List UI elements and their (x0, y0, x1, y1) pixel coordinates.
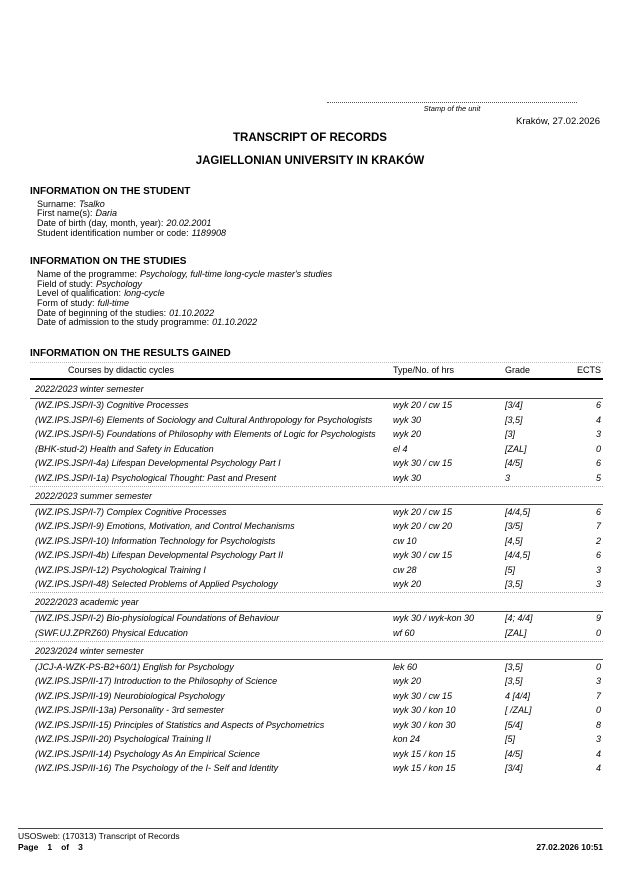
field-label: Surname: (37, 198, 77, 209)
course-name: (WZ.IPS.JSP/I-5) Foundations of Philosophy with Elements of Logic for Psychologists (35, 429, 376, 440)
field-label: Date of beginning of the studies: (37, 307, 167, 318)
course-grade: [4/5] (505, 748, 523, 759)
course-hours: wyk 30 / kon 30 (393, 719, 456, 730)
of-label: of (61, 842, 70, 852)
course-hours: wyk 30 / wyk-kon 30 (393, 613, 475, 624)
course-ects: 7 (595, 690, 601, 701)
course-name: (WZ.IPS.JSP/II-14) Psychology As An Empirical Science (35, 748, 260, 759)
course-grade: [4; 4/4] (505, 613, 533, 624)
results-table (30, 362, 603, 777)
didactic-cycle-group (30, 592, 603, 641)
course-name: (WZ.IPS.JSP/I-3) Cognitive Processes (35, 400, 189, 411)
course-ects: 7 (595, 521, 601, 532)
course-row (30, 563, 603, 578)
course-grade: 3 (505, 472, 511, 483)
column-header-courses: Courses by didactic cycles (68, 364, 175, 375)
page-number: 1 (47, 842, 53, 852)
course-row (30, 428, 603, 443)
info-field (37, 229, 603, 239)
course-ects: 3 (595, 676, 601, 687)
course-ects: 4 (595, 763, 601, 774)
course-grade: [5] (505, 734, 516, 745)
course-ects: 2 (595, 535, 601, 546)
studies-section-heading: INFORMATION ON THE STUDIES (30, 256, 187, 268)
field-value: full-time (97, 297, 130, 308)
student-info-section (30, 187, 603, 238)
field-label: Field of study: (37, 278, 94, 289)
course-grade: [4/4,5] (505, 506, 531, 517)
course-name: (WZ.IPS.JSP/II-19) Neurobiological Psychology (35, 690, 225, 701)
course-ects: 6 (595, 506, 601, 517)
course-name: (WZ.IPS.JSP/II-17) Introduction to the Philosophy of Science (35, 676, 278, 687)
course-hours: wyk 20 (393, 676, 422, 687)
course-hours: wyk 20 (393, 579, 422, 590)
course-ects: 9 (595, 613, 601, 624)
course-hours: wyk 20 (393, 429, 422, 440)
course-row (30, 747, 603, 762)
course-ects: 6 (595, 400, 601, 411)
footer-datetime: 27.02.2026 10:51 (536, 842, 603, 852)
course-hours: wf 60 (393, 627, 415, 638)
column-header-grade: Grade (505, 364, 531, 375)
course-grade: [5] (505, 564, 516, 575)
course-grade: [3,5] (505, 661, 523, 672)
cycle-header-row (30, 592, 603, 612)
course-row (30, 689, 603, 704)
course-grade: [3,5] (505, 676, 523, 687)
course-ects: 3 (595, 734, 601, 745)
student-section-heading: INFORMATION ON THE STUDENT (30, 186, 191, 197)
course-ects: 5 (595, 472, 601, 483)
course-grade: 4 [4/4] (505, 690, 531, 701)
field-value: Psychology (96, 278, 143, 289)
stamp-area (327, 102, 577, 113)
course-name: (WZ.IPS.JSP/II-20) Psychological Training II (35, 734, 211, 745)
course-row (30, 413, 603, 428)
course-name: (WZ.IPS.JSP/I-10) Information Technology for Psychologists (35, 535, 276, 546)
course-hours: wyk 30 (393, 472, 422, 483)
cycle-header-row (30, 486, 603, 506)
course-name: (WZ.IPS.JSP/I-2) Bio-physiological Foundations of Behaviour (35, 613, 280, 624)
place-date: Kraków, 27.02.2026 (516, 116, 600, 127)
column-header-hours: Type/No. of hrs (393, 364, 455, 375)
course-row (30, 675, 603, 690)
cycle-rows (30, 399, 603, 486)
course-row (30, 505, 603, 520)
course-row (30, 612, 603, 627)
cycle-label: 2022/2023 winter semester (35, 384, 144, 395)
course-hours: kon 24 (393, 734, 421, 745)
field-value: 20.02.2001 (166, 217, 212, 228)
course-hours: lek 60 (393, 661, 418, 672)
course-name: (WZ.IPS.JSP/I-9) Emotions, Motivation, and Control Mechanisms (35, 521, 295, 532)
course-ects: 3 (595, 579, 601, 590)
course-ects: 0 (595, 627, 601, 638)
course-hours: wyk 30 (393, 414, 422, 425)
info-field (37, 200, 603, 210)
course-name: (WZ.IPS.JSP/I-4a) Lifespan Developmental Psychology Part I (35, 458, 281, 469)
info-field (37, 280, 603, 290)
cycle-label: 2022/2023 summer semester (35, 490, 153, 501)
course-row (30, 549, 603, 564)
column-header-ects: ECTS (576, 364, 601, 375)
course-ects: 0 (595, 661, 601, 672)
cycle-rows (30, 660, 603, 776)
field-value: 01.10.2022 (169, 307, 215, 318)
student-fields (37, 200, 603, 239)
course-hours: wyk 30 / cw 15 (393, 550, 453, 561)
course-grade: [ZAL] (505, 627, 527, 638)
cycle-label: 2023/2024 winter semester (35, 645, 144, 656)
course-ects: 6 (595, 550, 601, 561)
course-grade: [ZAL] (505, 443, 527, 454)
results-section (30, 349, 603, 776)
course-name: (WZ.IPS.JSP/II-16) The Psychology of the I- Self and Identity (35, 763, 279, 774)
course-row (30, 471, 603, 486)
course-row (30, 399, 603, 414)
course-hours: cw 10 (393, 535, 417, 546)
course-ects: 8 (595, 719, 601, 730)
course-row (30, 718, 603, 733)
course-name: (WZ.IPS.JSP/I-1a) Psychological Thought: Past and Present (35, 472, 277, 483)
cycle-rows (30, 505, 603, 592)
course-ects: 3 (595, 564, 601, 575)
course-name: (WZ.IPS.JSP/I-12) Psychological Training I (35, 564, 206, 575)
field-value: Tsalko (79, 198, 105, 209)
studies-info-section (30, 257, 603, 328)
course-ects: 0 (595, 443, 601, 454)
course-name: (JCJ-A-WZK-PS-B2+60/1) English for Psychology (35, 661, 234, 672)
course-hours: wyk 30 / cw 15 (393, 458, 453, 469)
course-grade: [3] (505, 429, 516, 440)
course-grade: [4/4,5] (505, 550, 531, 561)
course-hours: el 4 (393, 443, 408, 454)
field-value: long-cycle (124, 288, 165, 299)
studies-fields (37, 270, 603, 328)
course-row (30, 578, 603, 593)
field-label: Student identification number or code: (37, 227, 189, 238)
page-total: 3 (78, 842, 83, 852)
course-hours: wyk 15 / kon 15 (393, 748, 456, 759)
table-body (30, 380, 603, 776)
field-label: Date of admission to the study programme: (37, 317, 210, 328)
course-name: (SWF.UJ.ZPRZ60) Physical Education (35, 627, 188, 638)
course-row (30, 626, 603, 641)
page-indicator (18, 842, 83, 852)
stamp-dotted-line (327, 102, 577, 103)
cycle-label: 2022/2023 academic year (35, 597, 139, 608)
course-grade: [3,5] (505, 579, 523, 590)
field-value: 1189908 (191, 227, 226, 238)
results-section-heading: INFORMATION ON THE RESULTS GAINED (30, 348, 231, 360)
course-row (30, 520, 603, 535)
cycle-rows (30, 612, 603, 641)
footer-system-line: USOSweb: (170313) Transcript of Records (18, 831, 180, 841)
page-label: Page (18, 842, 39, 852)
university-name: JAGIELLONIAN UNIVERSITY IN KRAKÓW (195, 155, 425, 167)
info-field (37, 318, 603, 328)
page-footer (18, 828, 603, 852)
course-hours: wyk 20 / cw 15 (393, 506, 453, 517)
course-hours: wyk 20 / cw 15 (393, 400, 453, 411)
course-ects: 6 (595, 458, 601, 469)
field-value: 01.10.2022 (212, 317, 258, 328)
cycle-header-row (30, 380, 603, 399)
course-ects: 3 (595, 429, 601, 440)
field-value: Daria (95, 208, 118, 219)
course-row (30, 534, 603, 549)
course-row (30, 457, 603, 472)
didactic-cycle-group (30, 641, 603, 777)
course-name: (WZ.IPS.JSP/II-13a) Personality - 3rd semester (35, 705, 225, 716)
document-title: TRANSCRIPT OF RECORDS (233, 132, 387, 144)
cycle-header-row (30, 641, 603, 661)
table-header-row (30, 362, 603, 381)
footer-bottom-row (18, 842, 603, 852)
course-row (30, 660, 603, 675)
field-label: First name(s): (37, 208, 93, 219)
course-grade: [3/4] (505, 400, 523, 411)
stamp-label: Stamp of the unit (423, 104, 481, 113)
course-hours: wyk 30 / kon 10 (393, 705, 456, 716)
course-grade: [5/4] (505, 719, 523, 730)
course-name: (WZ.IPS.JSP/II-15) Principles of Statistics and Aspects of Psychometrics (35, 719, 325, 730)
course-ects: 4 (595, 748, 601, 759)
field-label: Name of the programme: (37, 268, 138, 279)
course-hours: wyk 20 / cw 20 (393, 521, 453, 532)
course-grade: [3/4] (505, 763, 523, 774)
didactic-cycle-group (30, 380, 603, 486)
course-row (30, 704, 603, 719)
course-name: (WZ.IPS.JSP/I-7) Complex Cognitive Processes (35, 506, 227, 517)
course-name: (WZ.IPS.JSP/I-48) Selected Problems of Applied Psychology (35, 579, 278, 590)
course-grade: [4/5] (505, 458, 523, 469)
course-grade: [3/5] (505, 521, 523, 532)
course-grade: [3,5] (505, 414, 523, 425)
course-hours: cw 28 (393, 564, 417, 575)
course-grade: [4,5] (505, 535, 523, 546)
field-label: Date of birth (day, month, year): (37, 217, 164, 228)
course-hours: wyk 30 / cw 15 (393, 690, 453, 701)
course-grade: [ /ZAL] (505, 705, 532, 716)
course-row (30, 733, 603, 748)
didactic-cycle-group (30, 486, 603, 593)
course-name: (WZ.IPS.JSP/I-4b) Lifespan Developmental Psychology Part II (35, 550, 284, 561)
course-row (30, 762, 603, 777)
field-label: Form of study: (37, 297, 95, 308)
course-ects: 0 (595, 705, 601, 716)
course-hours: wyk 15 / kon 15 (393, 763, 456, 774)
course-name: (BHK-stud-2) Health and Safety in Education (35, 443, 214, 454)
course-row (30, 442, 603, 457)
course-ects: 4 (595, 414, 601, 425)
field-label: Level of qualification: (37, 288, 122, 299)
field-value: Psychology, full-time long-cycle master's studies (140, 268, 333, 279)
course-name: (WZ.IPS.JSP/I-6) Elements of Sociology and Cultural Anthropology for Psychologists (35, 414, 373, 425)
